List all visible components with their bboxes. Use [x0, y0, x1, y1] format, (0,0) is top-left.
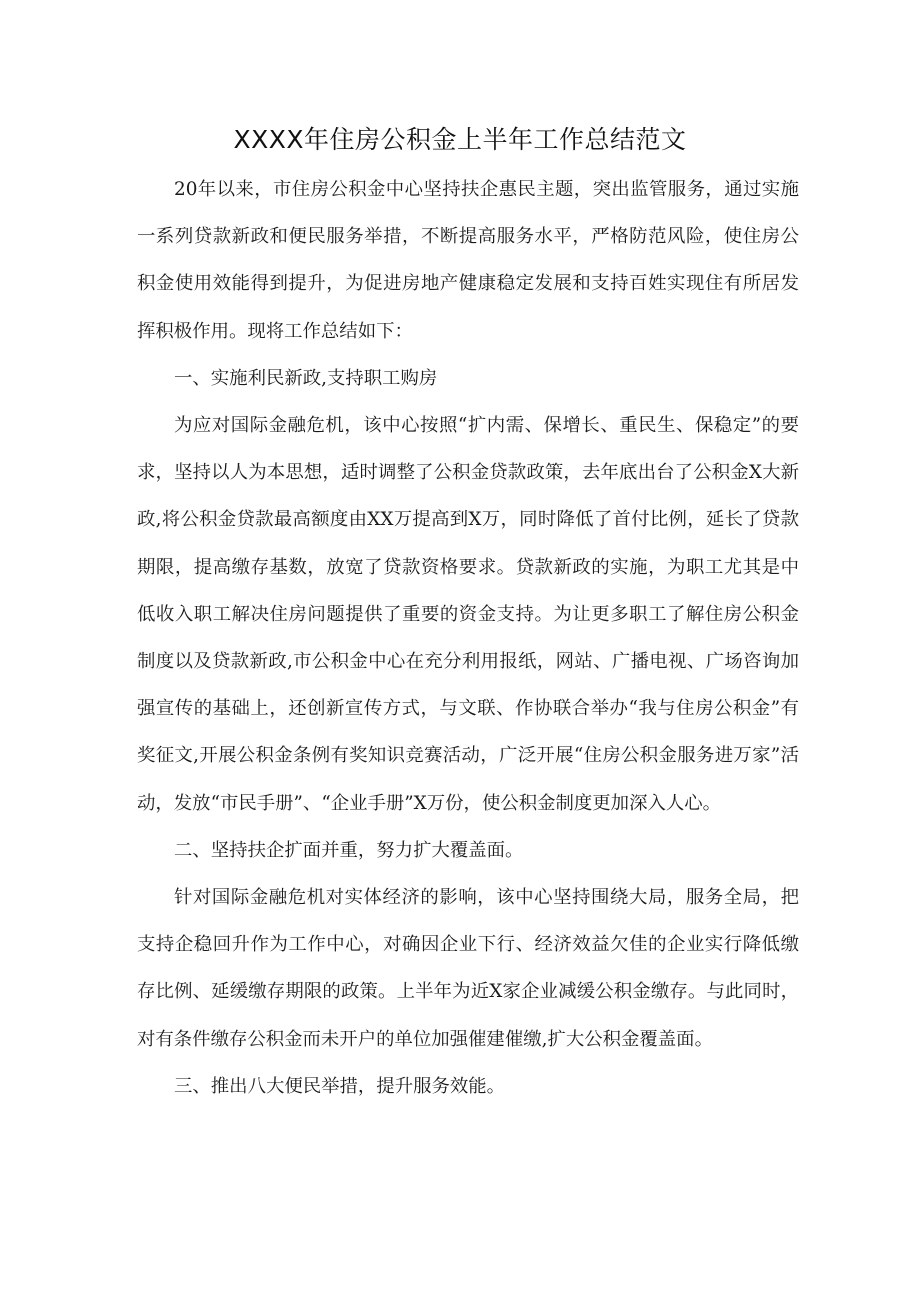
document-title: XXXX年住房公积金上半年工作总结范文	[233, 125, 687, 154]
intro-paragraph: 20年以来，市住房公积金中心坚持扶企惠民主题，突出监管服务，通过实施一系列贷款新政和便民服务举措，不断提高服务水平，严格防范风险，使住房公积金使用效能得到提升，为促进房地产健康稳定发展和支持百姓实现住有所居发挥积极作用。现将工作总结如下：	[137, 179, 799, 342]
section-heading-1: 一、实施利民新政,支持职工购房	[174, 367, 438, 389]
section-2-paragraph: 针对国际金融危机对实体经济的影响，该中心坚持围绕大局，服务全局，把支持企稳回升作为工作中心，对确因企业下行、经济效益欠佳的企业实行降低缴存比例、延缓缴存期限的政策。上半年为近X家企业减缓公积金缴存。与此同时，对有条件缴存公积金而未开户的单位加强催建催缴,扩大公积金覆盖面。	[137, 887, 799, 1050]
section-heading-2: 二、坚持扶企扩面并重，努力扩大覆盖面。	[174, 839, 524, 861]
document-body	[137, 166, 799, 1110]
section-heading-3: 三、推出八大便民举措，提升服务效能。	[174, 1075, 506, 1097]
section-1-paragraph: 为应对国际金融危机，该中心按照“扩内需、保增长、重民生、保稳定”的要求，坚持以人为本思想，适时调整了公积金贷款政策，去年底出台了公积金X大新政,将公积金贷款最高额度由XX万提高到X万，同时降低了首付比例，延长了贷款期限，提高缴存基数，放宽了贷款资格要求。贷款新政的实施，为职工尤其是中低收入职工解决住房问题提供了重要的资金支持。为让更多职工了解住房公积金制度以及贷款新政,市公积金中心在充分利用报纸，网站、广播电视、广场咨询加强宣传的基础上，还创新宣传方式，与文联、作协联合举办“我与住房公积金”有奖征文,开展公积金条例有奖知识竞赛活动，广泛开展“住房公积金服务进万家”活动，发放“市民手册”、“企业手册”X万份，使公积金制度更加深入人心。	[137, 415, 799, 814]
